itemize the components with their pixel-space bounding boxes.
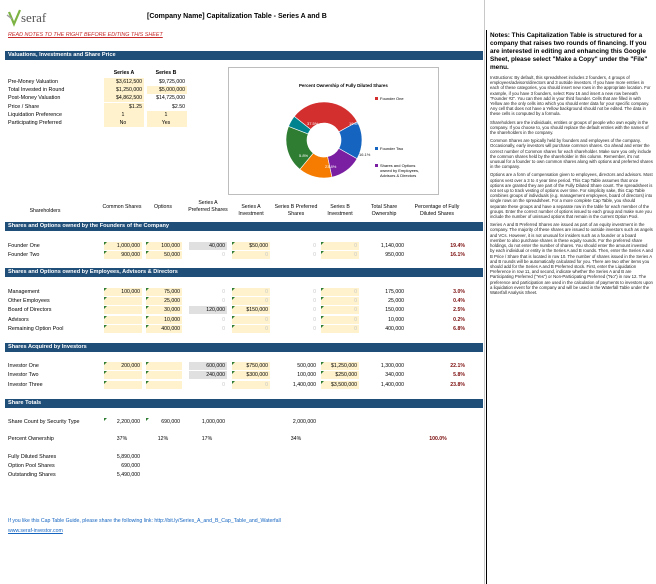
totals-row-label: Outstanding Shares [8,472,56,478]
cell-a-pref: 240,000 [189,371,227,379]
col-header-pct: Percentage of Fully Diluted Shares [414,204,460,217]
cell-options[interactable]: 50,000 [146,251,182,259]
cell-a-inv[interactable]: 0 [232,316,270,324]
cell-b-pref: 1,400,000 [292,381,316,388]
legend-entry: Founder Two [380,146,404,151]
cell-a-inv[interactable]: $300,000 [232,371,270,379]
totals-row-label: Fully Diluted Shares [8,454,57,460]
cell-a-pref: 0 [222,381,225,388]
section-employees: Shares and Options owned by Employees, Advisors & Directors [5,268,483,277]
cell-options[interactable]: 25,000 [146,297,182,305]
val-cell-b[interactable]: $5,000,000 [147,86,187,94]
val-row-label: Total Invested in Round [8,87,65,94]
total-pct-options: 12% [157,436,169,442]
val-col-series-b: Series B [155,70,177,76]
cell-pct: 2.5% [453,307,465,314]
val-cell-a[interactable]: $4,862,500 [104,94,144,102]
cell-common[interactable] [104,325,142,333]
cell-options[interactable]: 400,000 [146,325,182,333]
cell-b-pref: 100,000 [297,372,316,379]
cell-pct: 23.8% [450,381,465,388]
val-cell-a[interactable]: $1.25 [104,103,144,111]
val-row-label: Pre-Money Valuation [8,79,58,85]
cell-a-pref: 0 [222,289,225,295]
cell-b-pref: 0 [313,316,316,323]
cell-common[interactable] [104,381,142,389]
cell-pct: 3.0% [453,289,465,295]
cell-common[interactable]: 200,000 [104,362,142,370]
cell-common[interactable] [104,306,142,314]
cell-b-pref: 0 [313,243,316,249]
pie-data-label: 16.1% [359,152,371,157]
cell-options[interactable]: 30,000 [146,306,182,314]
cell-b-inv[interactable]: $250,000 [321,371,359,379]
total-pct-a-pref: 17% [201,436,213,442]
cell-b-pref: 0 [313,325,316,332]
cell-total: 400,000 [385,325,404,332]
cell-b-inv[interactable]: 0 [321,242,359,250]
cell-pct: 16.1% [450,252,465,258]
logo-text: seraf [21,10,47,25]
val-cell-b[interactable]: 1 [147,111,187,119]
cell-b-pref: 0 [313,298,316,305]
col-header-series-a-pref: Series A Preferred Shares [188,200,228,213]
val-cell-a[interactable]: No [104,119,144,127]
cell-a-pref: 0 [222,298,225,305]
cell-a-inv[interactable]: 0 [232,251,270,259]
notes-paragraph: Common Shares are typically held by founders and employees of the company. Occasionally, early investors will purchase common shares. Go ahead and enter the correct number of Common shares for each shareholder. Make sure you only include the common shares held by the shareholder in this column. Remember, it's not unusual for a founder to own common shares along with options and preferred shares in the company. [490,138,653,170]
total-pct-b-pref: 34% [290,436,302,442]
row-label: Remaining Option Pool [8,325,64,332]
cell-pct: 19.4% [450,243,465,249]
notes-paragraph: Series A and B Preferred Shares are issued as part of an equity investment in the company. The majority of these shares are issued to outside investors such as angels and VCs. However, it is not unusual for insiders such as a founder or a board member to also purchase shares in these equity rounds. For the preferred share holdings, do not enter the number of shares. You should enter the amount invested by each individual or entity in the Series A and B rounds. Then, enter the Series A and B Price / Share that is located in row 10. The number of shares issued in the Series A and B rounds will be automatically calculated for you. There are two other items you should add for the Series A and B Preferred stock. First, enter the Liquidation Preference in row 11, and second, indicate whether the Series A and B are Participating Preferred ("Yes") or Non-Participating Preferred ("No") in row 12. The preference and participation are used in the calculation of payments to investors upon a liquidation event for the company and will be used in the Waterfall Table under the Waterfall Analysis Sheet. [490,222,653,295]
notes-paragraph: Instructions: By default, this spreadsheet includes 2 founders, 4 groups of employees/advisors/directors and 3 outside investors. If you have more entries in each of these categories, you should insert new rows in the appropriate location. For example, if you have 3 founders, select Row 16 and insert a new row beneath "Founder #2". You can then add in your third founder. Cells that are filled in with Yellow are the only cells into which you should enter data for your specific company. Any cell that does not have a Yellow background should not be edited. The data in these cells is computed by a formula. [490,75,651,117]
cell-options[interactable] [146,381,182,389]
ownership-chart [228,67,439,195]
cell-a-pref: 0 [222,252,225,258]
seraf-logo [6,9,66,27]
cell-a-inv[interactable]: 0 [232,297,270,305]
total-pct-common: 37% [116,436,128,442]
cell-common[interactable]: 1,000,000 [104,242,142,250]
cell-b-pref: 500,000 [297,363,316,369]
total-count-a-pref: 1,000,000 [201,419,225,425]
val-row-label: Liquidation Preference [8,111,62,118]
notes-paragraph: Options are a form of compensation given to employees, directors and advisors. Most options vest over a 3 to 4 year time period. This Cap Table assumes that once options are granted they are part of the Fully Diluted Share count. The spreadsheet is not set up to track vesting of options over time. For simplicity sake, this Cap Table combines groups of individuals (e.g. management employees, board of directors) into single rows on the spreadsheet. For a more complete Cap Table, you should separate these groups and have a separate row in the table for each member of the groups. Enter the correct number of options issued to each group and make sure you include the number of unissued options that remain in the current Option Pool. [490,172,653,220]
cell-options[interactable]: 75,000 [146,288,182,296]
pie-data-label: 19.4% [349,121,361,126]
share-link-text[interactable]: If you like this Cap Table Guide, please share the following link: http://bit.ly/Series_A_and_B_Cap_Table_and_Waterfall [8,518,281,524]
total-count-b-pref: 2,000,000 [292,419,316,425]
col-header-series-b-pref: Series B Preferred Shares [274,204,318,217]
cell-pct: 22.1% [450,363,465,369]
cell-a-inv[interactable]: 0 [232,325,270,333]
cell-pct: 6.8% [453,325,465,332]
legend-entry: Founder One [380,96,404,101]
cell-a-pref: 600,000 [189,362,227,370]
legend-entry: Shares and Options owned by Employees, Advisors & Directors [380,163,420,178]
pie-data-label: 5.8% [299,153,309,158]
cell-total: 1,400,000 [380,381,404,388]
cell-a-pref: 120,000 [189,306,227,314]
cell-b-inv[interactable]: 0 [321,306,359,314]
cell-b-pref: 0 [313,289,316,295]
cell-a-pref: 40,000 [189,242,227,250]
val-row-label: Post-Money Valuation [8,95,61,102]
section-totals: Share Totals [5,399,483,408]
val-col-series-a: Series A [113,70,135,76]
pie-data-label: 37.5% [307,121,319,126]
cell-b-inv[interactable]: 0 [321,288,359,296]
cell-common[interactable] [104,371,142,379]
total-count-common: 2,200,000 [104,418,142,426]
row-label: Other Employees [8,298,50,305]
val-row-label: Participating Preferred [8,120,62,126]
cell-a-pref: 0 [222,325,225,332]
col-header-total: Total Share Ownership [370,204,398,217]
cell-total: 150,000 [385,307,404,314]
section-investors: Shares Acquired by Investors [5,343,483,352]
cell-total: 340,000 [385,372,404,379]
val-cell-b[interactable]: $14,725,000 [147,94,187,102]
cell-b-inv[interactable]: $1,250,000 [321,362,359,370]
cell-a-inv[interactable]: $150,000 [232,306,270,314]
cell-total: 25,000 [388,298,404,305]
cell-total: 1,300,000 [380,363,404,369]
cell-common[interactable]: 900,000 [104,251,142,259]
totals-row-value: 5,890,000 [116,454,140,460]
cell-pct: 0.4% [453,298,465,305]
val-cell-b[interactable]: Yes [147,119,187,127]
val-cell-a[interactable]: $3,612,500 [104,78,144,86]
cell-b-pref: 0 [313,252,316,258]
col-header-series-b-inv: Series B Investment [327,204,353,217]
cell-common[interactable] [104,297,142,305]
cell-b-inv[interactable]: $3,500,000 [321,381,359,389]
legend-swatch [375,164,378,167]
cell-a-pref: 0 [222,316,225,323]
page-title: [Company Name] Capitalization Table - Series A and B [147,13,327,20]
cell-common[interactable] [104,316,142,324]
pie-data-label: 23.8% [325,164,337,169]
chart-title: Percent Ownership of Fully Diluted Shares [299,83,388,88]
row-label: Investor Three [8,381,43,388]
totals-row-value: 5,490,000 [116,472,140,478]
val-cell-b[interactable]: $2.50 [147,103,187,111]
cell-b-inv[interactable]: 0 [321,316,359,324]
val-row-label: Price / Share [8,103,40,110]
cell-a-inv[interactable]: 0 [232,288,270,296]
seraf-link[interactable]: www.seraf-investor.com [8,528,63,534]
row-label: Investor One [8,363,39,369]
total-count-options: 690,000 [146,418,182,426]
notes-paragraph: Shareholders are the individuals, entities or groups of people who own equity in the company. If you choose to, you should replace the default entries with the names of the shareholders in the company. [490,119,649,136]
cell-b-inv[interactable]: 0 [321,251,359,259]
legend-swatch [375,147,378,150]
cell-a-inv[interactable]: 0 [232,381,270,389]
cell-total: 10,000 [388,316,404,323]
cell-pct: 0.2% [453,316,465,323]
val-cell-a[interactable]: 1 [104,111,144,119]
totals-row-label: Option Pool Shares [8,463,55,469]
cell-options[interactable] [146,362,182,370]
section-valuations: Valuations, Investments and Share Price [5,51,483,60]
row-label: Advisors [8,316,29,323]
warning-text: READ NOTES TO THE RIGHT BEFORE EDITING THIS SHEET [8,32,163,38]
percent-ownership-label: Percent Ownership [8,436,54,442]
cell-pct: 5.8% [453,372,465,379]
cell-common[interactable]: 100,000 [104,288,142,296]
cell-a-inv[interactable]: $50,000 [232,242,270,250]
cell-b-pref: 0 [313,307,316,314]
val-cell-b[interactable]: $9,725,000 [147,78,187,86]
row-label: Management [8,289,40,295]
cell-b-inv[interactable]: 0 [321,325,359,333]
cell-b-inv[interactable]: 0 [321,297,359,305]
cell-a-inv[interactable]: $750,000 [232,362,270,370]
row-label: Founder Two [8,252,40,258]
legend-swatch [375,97,378,100]
col-header-shareholders: Shareholders [29,208,61,214]
notes-title: Notes: This Capitalization Table is structured for a company that raises two rounds of financing. If you are interested in editing and enhancing this Google Sheet, please select "Make a Copy" under the "File" menu. [490,32,648,71]
notes-panel [486,30,656,584]
total-pct-sum: 100.0% [429,436,447,442]
row-label: Board of Directors [8,307,52,314]
cell-total: 950,000 [385,252,404,258]
row-label: Investor Two [8,372,39,379]
col-header-series-a-inv: Series A Investment [238,204,264,217]
row-label: Founder One [8,243,40,249]
totals-row-value: 690,000 [121,463,140,469]
cell-options[interactable]: 10,000 [146,316,182,324]
cell-options[interactable]: 100,000 [146,242,182,250]
val-cell-a[interactable]: $1,250,000 [104,86,144,94]
cell-total: 1,140,000 [380,243,404,249]
cell-options[interactable] [146,371,182,379]
cell-total: 175,000 [385,289,404,295]
col-header-options: Options [154,204,172,210]
col-header-common: Common Shares [102,204,142,210]
section-founders: Shares and Options owned by the Founders of the Company [5,222,483,231]
share-count-label: Share Count by Security Type [8,419,80,425]
